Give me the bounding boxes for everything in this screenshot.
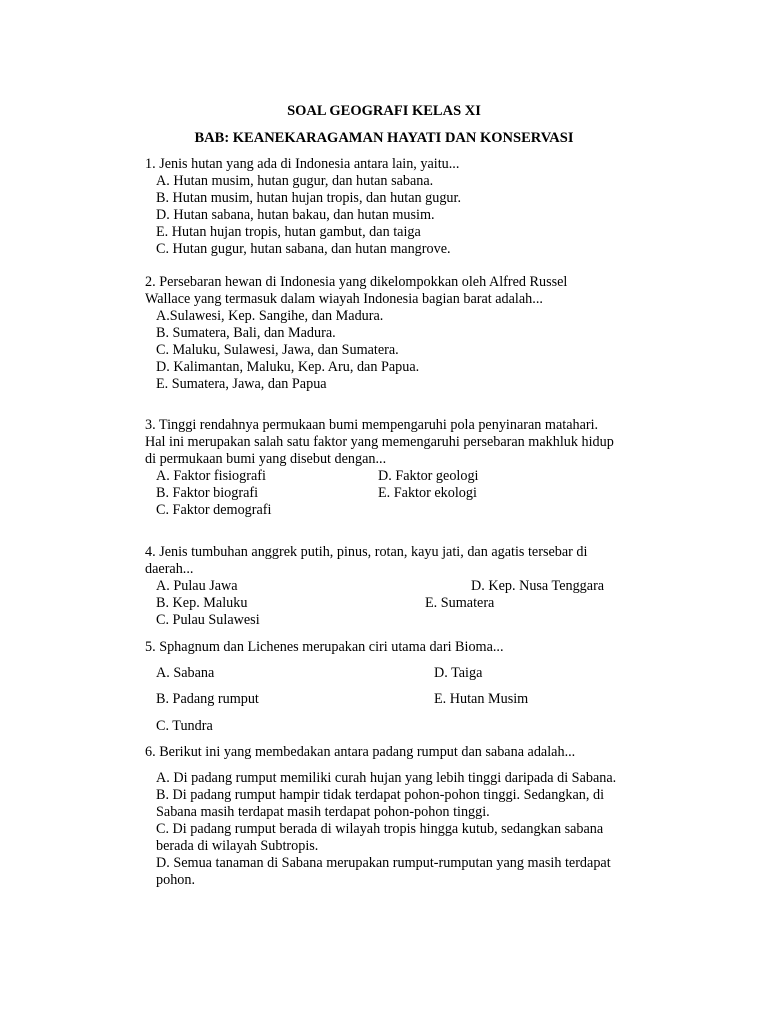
question-4-option-e: E. Sumatera — [425, 595, 495, 611]
question-1-stem: 1. Jenis hutan yang ada di Indonesia antara lain, yaitu... — [145, 156, 460, 172]
question-5-option-d: D. Taiga — [434, 665, 483, 681]
question-4-option-a: A. Pulau Jawa — [156, 578, 238, 594]
question-3-option-d: D. Faktor geologi — [378, 468, 479, 484]
question-6-option-c-line-1: C. Di padang rumput berada di wilayah tropis hingga kutub, sedangkan sabana — [156, 821, 604, 837]
question-5-option-e: E. Hutan Musim — [434, 691, 529, 707]
question-4-stem-line-2: daerah... — [145, 561, 194, 577]
question-6-option-c-line-2: berada di wilayah Subtropis. — [156, 838, 319, 854]
question-1-option-d: D. Hutan sabana, hutan bakau, dan hutan musim. — [156, 207, 435, 223]
question-3-option-c: C. Faktor demografi — [156, 502, 272, 518]
question-3-option-e: E. Faktor ekologi — [378, 485, 477, 501]
question-6-option-b-line-1: B. Di padang rumput hampir tidak terdapat pohon-pohon tinggi. Sedangkan, di — [156, 787, 605, 803]
question-2-option-d: D. Kalimantan, Maluku, Kep. Aru, dan Papua. — [156, 359, 420, 375]
question-6-option-a: A. Di padang rumput memiliki curah hujan yang lebih tinggi daripada di Sabana. — [156, 770, 617, 786]
question-1-option-c: C. Hutan gugur, hutan sabana, dan hutan mangrove. — [156, 241, 451, 257]
question-1-option-a: A. Hutan musim, hutan gugur, dan hutan sabana. — [156, 173, 434, 189]
question-2-stem-line-1: 2. Persebaran hewan di Indonesia yang dikelompokkan oleh Alfred Russel — [145, 274, 568, 290]
question-2-option-e: E. Sumatera, Jawa, dan Papua — [156, 376, 327, 392]
question-4-option-c: C. Pulau Sulawesi — [156, 612, 260, 628]
question-5-option-b: B. Padang rumput — [156, 691, 259, 707]
question-5-stem: 5. Sphagnum dan Lichenes merupakan ciri utama dari Bioma... — [145, 639, 504, 655]
question-4-option-b: B. Kep. Maluku — [156, 595, 248, 611]
question-3-stem-line-1: 3. Tinggi rendahnya permukaan bumi mempengaruhi pola penyinaran matahari. — [145, 417, 599, 433]
question-3-option-b: B. Faktor biografi — [156, 485, 259, 501]
question-3-stem-line-2: Hal ini merupakan salah satu faktor yang memengaruhi persebaran makhluk hidup — [145, 434, 614, 450]
question-4-stem-line-1: 4. Jenis tumbuhan anggrek putih, pinus, rotan, kayu jati, dan agatis tersebar di — [145, 544, 588, 560]
question-3-option-a: A. Faktor fisiografi — [156, 468, 266, 484]
document-subtitle: BAB: KEANEKARAGAMAN HAYATI DAN KONSERVASI — [194, 130, 574, 146]
question-1-option-e: E. Hutan hujan tropis, hutan gambut, dan taiga — [156, 224, 421, 240]
question-2-option-b: B. Sumatera, Bali, dan Madura. — [156, 325, 336, 341]
question-6-option-d-line-2: pohon. — [156, 872, 196, 888]
question-2-option-c: C. Maluku, Sulawesi, Jawa, dan Sumatera. — [156, 342, 399, 358]
question-6-option-b-line-2: Sabana masih terdapat masih terdapat pohon-pohon tinggi. — [156, 804, 490, 820]
document-title: SOAL GEOGRAFI KELAS XI — [287, 103, 481, 119]
question-1-option-b: B. Hutan musim, hutan hujan tropis, dan hutan gugur. — [156, 190, 462, 206]
question-5-option-c: C. Tundra — [156, 718, 213, 734]
question-5-option-a: A. Sabana — [156, 665, 215, 681]
question-6-stem: 6. Berikut ini yang membedakan antara padang rumput dan sabana adalah... — [145, 744, 576, 760]
question-4-option-d: D. Kep. Nusa Tenggara — [471, 578, 605, 594]
question-6-option-d-line-1: D. Semua tanaman di Sabana merupakan rumput-rumputan yang masih terdapat — [156, 855, 611, 871]
question-3-stem-line-3: di permukaan bumi yang disebut dengan... — [145, 451, 387, 467]
question-2-stem-line-2: Wallace yang termasuk dalam wiayah Indonesia bagian barat adalah... — [145, 291, 543, 307]
question-2-option-a: A.Sulawesi, Kep. Sangihe, dan Madura. — [156, 308, 384, 324]
